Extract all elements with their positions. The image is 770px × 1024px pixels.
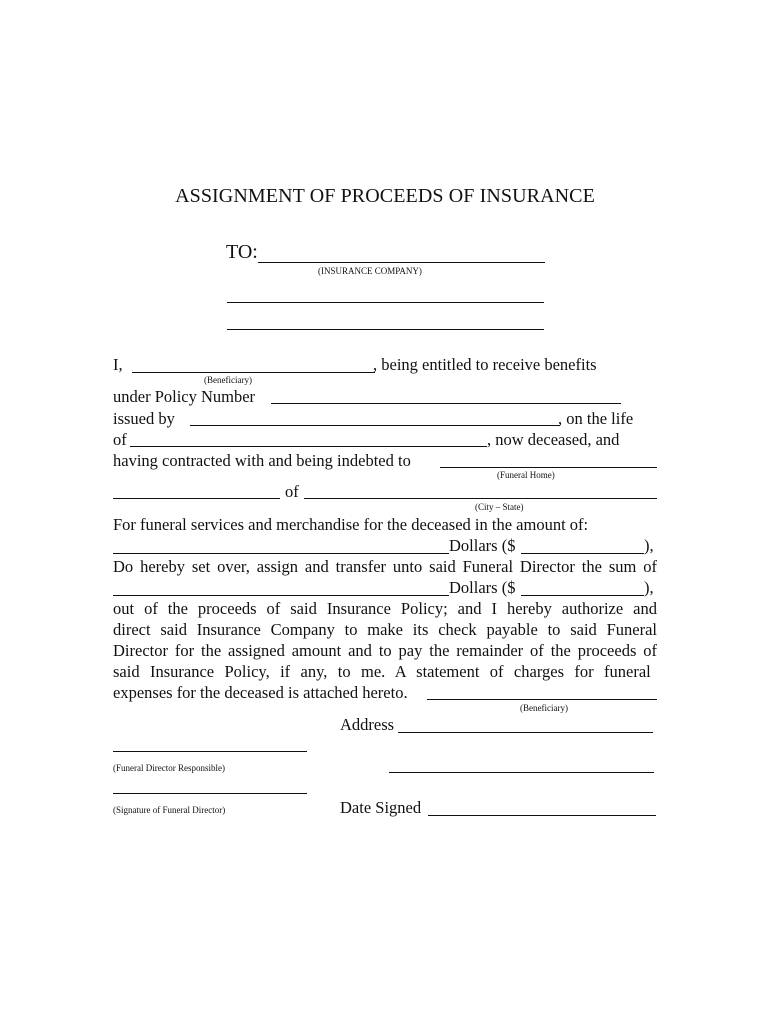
funeral-director-signature-field[interactable] [113, 793, 307, 794]
beneficiary-caption-2: (Beneficiary) [520, 703, 568, 713]
insurance-address-line-1-field[interactable] [227, 302, 544, 303]
date-signed-label: Date Signed [340, 798, 422, 817]
entitled-text: , being entitled to receive benefits [373, 355, 597, 374]
city-state-field[interactable] [304, 498, 657, 499]
close-paren-2: ), [644, 578, 654, 597]
having-contracted-text: having contracted with and being indebted to [113, 451, 411, 470]
beneficiary-signature-field[interactable] [427, 699, 657, 700]
city-state-caption: (City – State) [475, 502, 524, 512]
paragraph-line-director: Director for the assigned amount and to pay the remainder of the proceeds of [113, 641, 657, 660]
dollars-text-1: Dollars ($ [449, 536, 516, 555]
address-line-2-field[interactable] [389, 772, 654, 773]
of-city-label: of [285, 482, 299, 501]
date-signed-field[interactable] [428, 815, 656, 816]
paragraph-line-said: said Insurance Policy, if any, to me. A statement of charges for funeral [113, 662, 651, 681]
do-hereby-text: Do hereby set over, assign and transfer unto said Funeral Director the sum of [113, 557, 657, 576]
for-funeral-text: For funeral services and merchandise for the deceased in the amount of: [113, 515, 589, 534]
to-label: TO: [226, 241, 258, 263]
close-paren-1: ), [644, 536, 654, 555]
paragraph-line-expenses: expenses for the deceased is attached hereto. [113, 683, 408, 702]
dollars-text-2: Dollars ($ [449, 578, 516, 597]
insurance-address-line-2-field[interactable] [227, 329, 544, 330]
now-deceased-text: , now deceased, and [487, 430, 620, 449]
amount-number-field-1[interactable] [521, 553, 644, 554]
insurance-company-field[interactable] [258, 262, 545, 263]
funeral-home-name-field[interactable] [113, 498, 280, 499]
of-label: of [113, 430, 127, 449]
address-field[interactable] [398, 732, 653, 733]
issued-by-field[interactable] [190, 425, 560, 426]
policy-number-field[interactable] [271, 403, 621, 404]
amount-number-field-2[interactable] [521, 595, 644, 596]
issued-by-label: issued by [113, 409, 175, 428]
amount-words-field-2[interactable] [113, 595, 449, 596]
i-text: I, [113, 355, 123, 374]
beneficiary-name-field[interactable] [132, 372, 375, 373]
funeral-director-signature-caption: (Signature of Funeral Director) [113, 805, 226, 815]
on-the-life-text: , on the life [558, 409, 634, 428]
beneficiary-caption: (Beneficiary) [204, 375, 252, 385]
funeral-home-caption: (Funeral Home) [497, 470, 555, 480]
paragraph-line-direct: direct said Insurance Company to make its check payable to said Funeral [113, 620, 657, 639]
funeral-director-responsible-field[interactable] [113, 751, 307, 752]
deceased-name-field[interactable] [130, 446, 487, 447]
document-title: ASSIGNMENT OF PROCEEDS OF INSURANCE [175, 185, 595, 207]
policy-number-label: under Policy Number [113, 387, 256, 406]
address-label: Address [340, 715, 395, 734]
amount-words-field-1[interactable] [113, 553, 449, 554]
funeral-director-responsible-caption: (Funeral Director Responsible) [113, 763, 225, 773]
insurance-company-caption: (INSURANCE COMPANY) [318, 266, 422, 276]
paragraph-line-out-of: out of the proceeds of said Insurance Policy; and I hereby authorize and [113, 599, 657, 618]
funeral-home-field[interactable] [440, 467, 657, 468]
